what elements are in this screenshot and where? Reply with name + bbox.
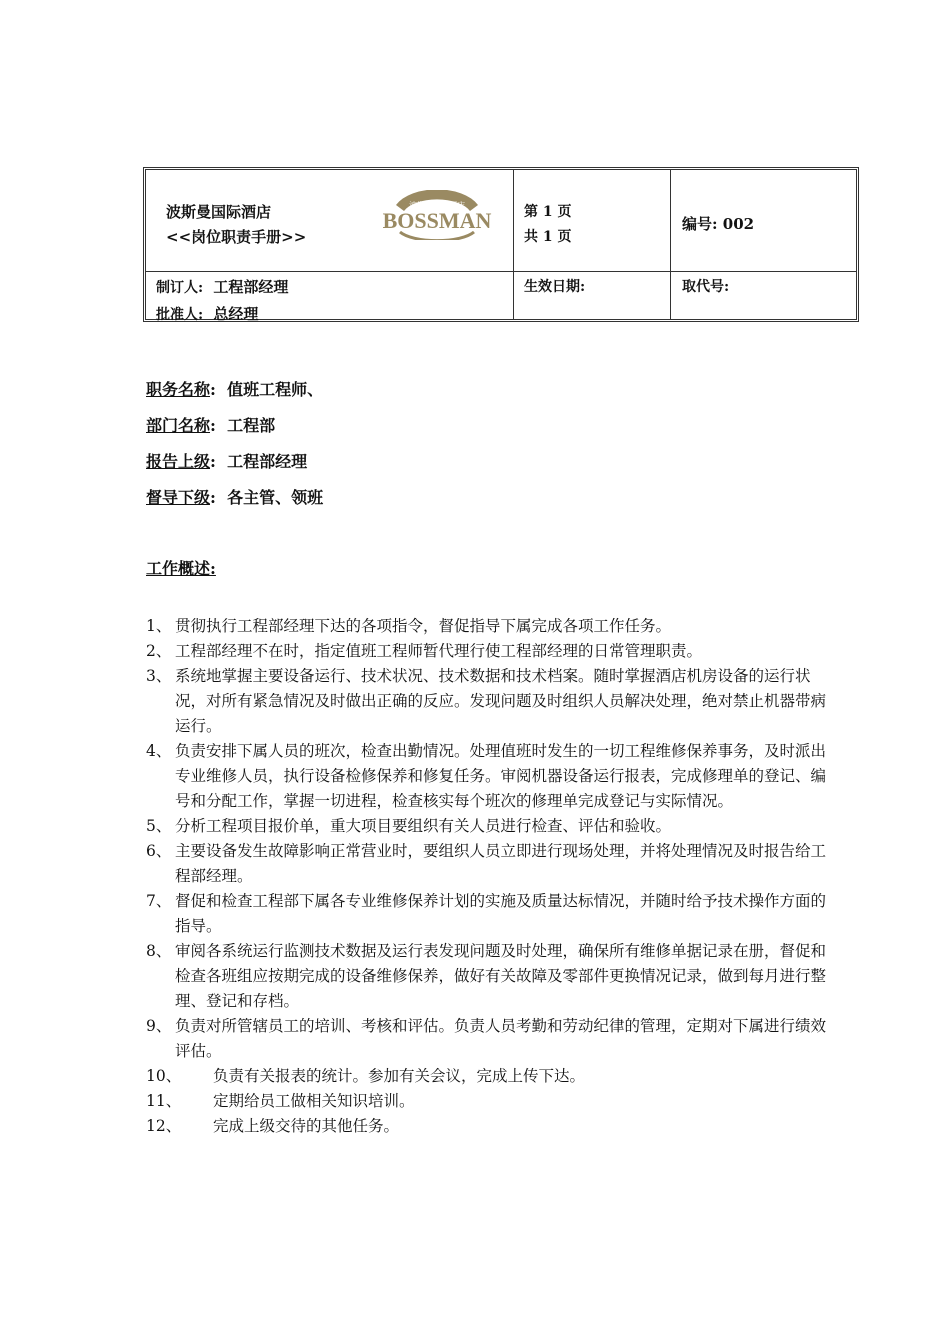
hotel-title-block xyxy=(166,200,306,250)
duties-list xyxy=(146,614,826,1139)
overview-heading: 工作概述: xyxy=(146,559,216,578)
list-item: 7、 督促和检查工程部下属各专业维修保养计划的实施及质量达标情况，并随时给予技术操作方面的指导。 xyxy=(146,892,827,935)
signoff-block xyxy=(156,274,288,328)
supervises-value: 各主管、领班 xyxy=(227,488,324,507)
department-label: 部门名称 xyxy=(146,416,211,435)
page-total: 共 1 页 xyxy=(524,229,572,245)
hotel-name: 波斯曼国际酒店 xyxy=(166,203,272,221)
list-item: 10、 负责有关报表的统计。参加有关会议，完成上传下达。 xyxy=(146,1067,586,1085)
bossman-logo xyxy=(370,190,504,240)
drafter-value: 工程部经理 xyxy=(213,278,289,296)
list-item: 11、 定期给员工做相关知识培训。 xyxy=(146,1092,415,1110)
reports-to-label: 报告上级 xyxy=(146,452,211,471)
replace-no-label: 取代号: xyxy=(682,279,730,295)
list-item: 3、 系统地掌握主要设备运行、技术状况、技术数据和技术档案。随时掌握酒店机房设备的运行状况，对所有紧急情况及时做出正确的反应。发现问题及时组织人员解决处理，绝对禁止机器带病运行。 xyxy=(146,667,827,735)
list-item: 8、 审阅各系统运行监测技术数据及运行表发现问题及时处理，确保所有维修单据记录在册，督促和检查各班组应按期完成的设备维修保养，做好有关故障及零部件更换情况记录，做到每月进行整理、登记和存档。 xyxy=(146,942,827,1010)
divider xyxy=(513,170,514,319)
drafter-label: 制订人: xyxy=(156,280,204,296)
list-item: 5、 分析工程项目报价单，重大项目要组织有关人员进行检查、评估和验收。 xyxy=(146,817,672,835)
supervises-label: 督导下级 xyxy=(146,488,211,507)
svg-text:波斯曼国际酒店: 波斯曼国际酒店 xyxy=(409,201,465,210)
reports-to-line: 报告上级: 工程部经理 xyxy=(146,452,308,471)
supervises-line: 督导下级: 各主管、领班 xyxy=(146,488,324,507)
list-item: 9、 负责对所管辖员工的培训、考核和评估。负责人员考勤和劳动纪律的管理，定期对下属进行绩效评估。 xyxy=(146,1017,827,1060)
divider xyxy=(146,271,856,272)
list-item: 4、 负责安排下属人员的班次，检查出勤情况。处理值班时发生的一切工程维修保养事务，及时派出专业维修人员，执行设备检修保养和修复任务。审阅机器设备运行报表，完成修理单的登记、编号和分配工作，掌握一切进程，检查核实每个班次的修理单完成登记与实际情况。 xyxy=(146,742,827,810)
department-value: 工程部 xyxy=(227,416,276,435)
list-item: 1、 贯彻执行工程部经理下达的各项指令，督促指导下属完成各项工作任务。 xyxy=(146,617,672,635)
job-title-line: 职务名称: 值班工程师、 xyxy=(146,380,324,399)
job-title-value: 值班工程师、 xyxy=(227,380,324,399)
approver-value: 总经理 xyxy=(213,305,259,323)
effective-date-label: 生效日期: xyxy=(524,279,586,295)
list-item: 2、 工程部经理不在时，指定值班工程师暂代理行使工程部经理的日常管理职责。 xyxy=(146,642,703,660)
header-table xyxy=(143,167,859,322)
page-info xyxy=(524,200,572,250)
department-line: 部门名称: 工程部 xyxy=(146,416,276,435)
doc-code: 编号: 002 xyxy=(682,215,755,233)
reports-to-value: 工程部经理 xyxy=(227,452,308,471)
list-item: 12、 完成上级交待的其他任务。 xyxy=(146,1117,400,1135)
approver-label: 批准人: xyxy=(156,307,204,323)
divider xyxy=(670,170,671,319)
job-title-label: 职务名称 xyxy=(146,380,211,399)
manual-title: <<岗位职责手册>> xyxy=(166,228,307,246)
list-item: 6、 主要设备发生故障影响正常营业时，要组织人员立即进行现场处理，并将处理情况及时报告给工程部经理。 xyxy=(146,842,827,885)
page-number: 第 1 页 xyxy=(524,204,572,220)
svg-text:BOSSMAN: BOSSMAN xyxy=(382,208,492,233)
